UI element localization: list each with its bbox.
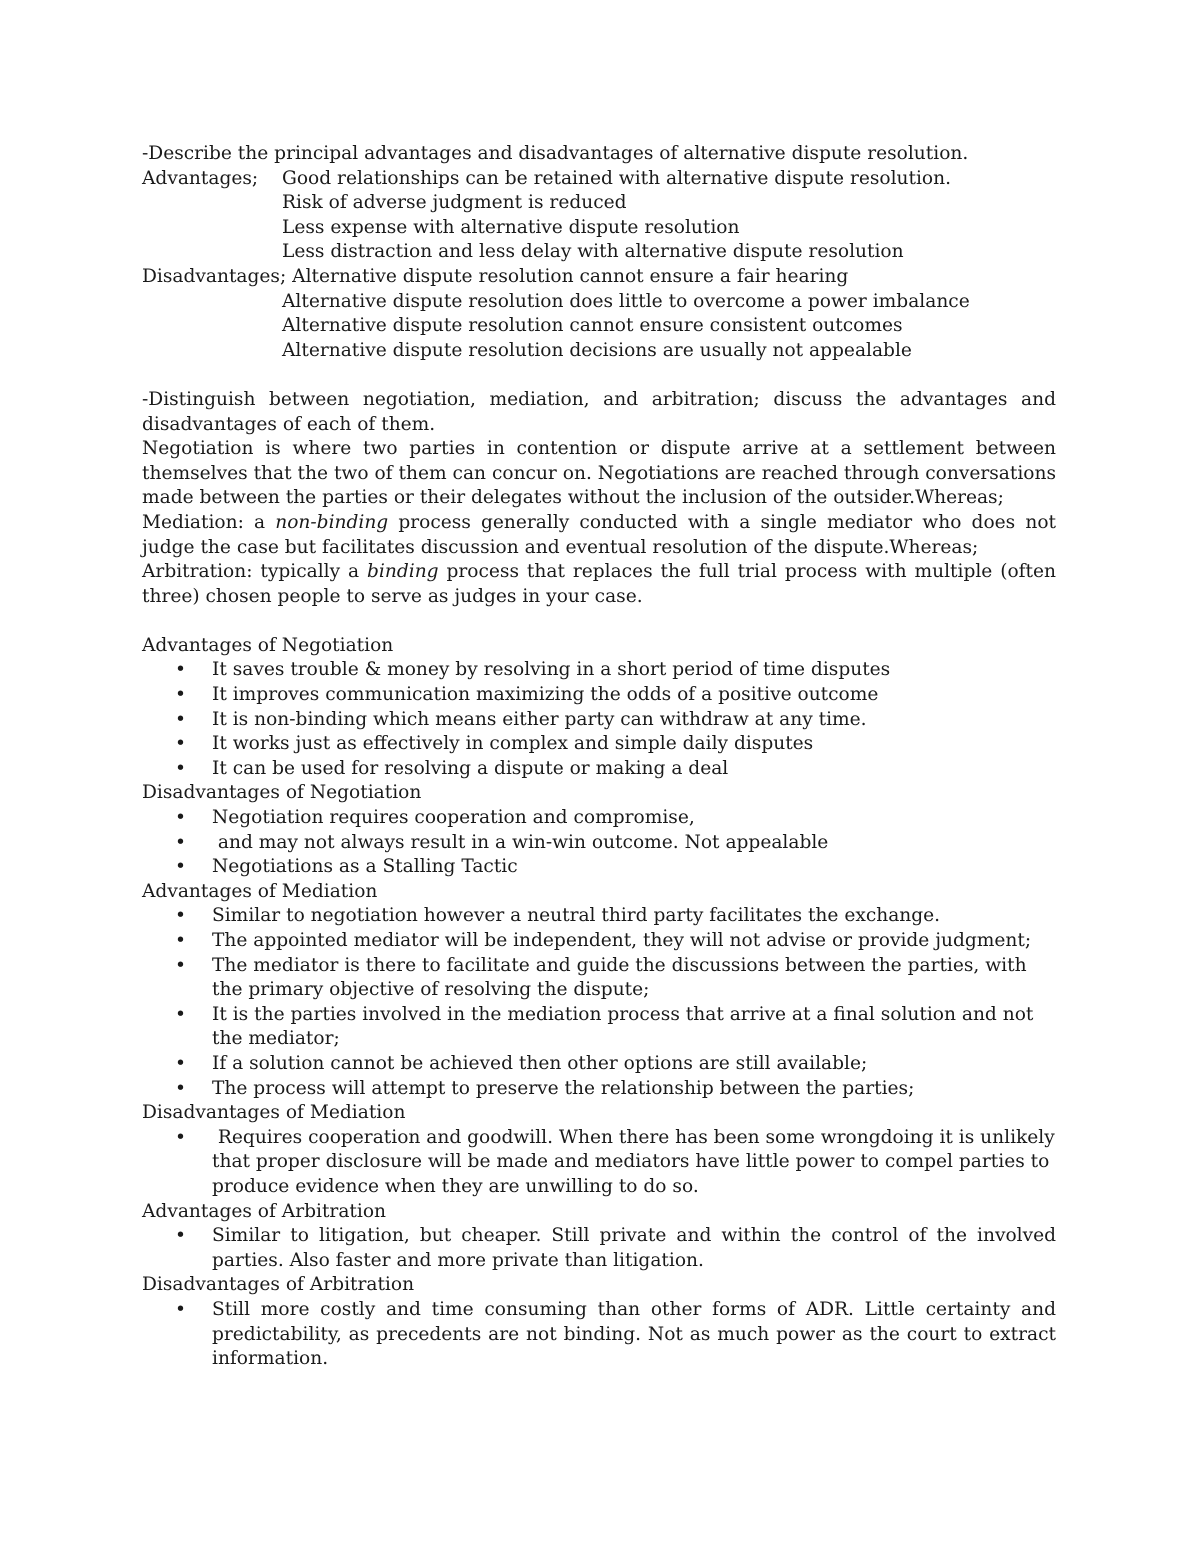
list-item: • It can be used for resolving a dispute or making a deal bbox=[142, 757, 1056, 782]
bullet-icon: • bbox=[175, 708, 186, 730]
advantage-item: Less distraction and less delay with alternative dispute resolution bbox=[282, 241, 904, 263]
bullet-icon: • bbox=[175, 1052, 186, 1074]
list-item: • The appointed mediator will be independent, they will not advise or provide judgment; bbox=[142, 929, 1056, 954]
spacer bbox=[142, 609, 1056, 634]
list-item: • It works just as effectively in complex and simple daily disputes bbox=[142, 732, 1056, 757]
advantages-mediation-list bbox=[142, 904, 1056, 1101]
list-item: • The process will attempt to preserve the relationship between the parties; bbox=[142, 1077, 1056, 1102]
section-title-advantages-arbitration: Advantages of Arbitration bbox=[142, 1200, 386, 1222]
advantages-negotiation-list bbox=[142, 658, 1056, 781]
list-item: • Negotiations as a Stalling Tactic bbox=[142, 855, 1056, 880]
disadvantage-item: Alternative dispute resolution cannot ensure a fair hearing bbox=[292, 265, 849, 287]
bullet-icon: • bbox=[175, 831, 186, 853]
arbitration-definition-end: process that replaces the full trial process with multiple (often three) chosen people to serve as judges in your case. bbox=[142, 561, 1056, 607]
bullet-icon: • bbox=[175, 1225, 186, 1247]
section-title-advantages-negotiation: Advantages of Negotiation bbox=[142, 634, 394, 656]
mediation-definition-start: Mediation: a bbox=[142, 511, 276, 533]
advantage-item: Risk of adverse judgment is reduced bbox=[282, 192, 627, 214]
section-title-disadvantages-negotiation: Disadvantages of Negotiation bbox=[142, 782, 422, 804]
list-item: • Similar to litigation, but cheaper. Still private and within the control of the involved parties. Also faster and more private than litigation. bbox=[175, 1225, 1056, 1271]
list-item: • It saves trouble & money by resolving in a short period of time disputes bbox=[142, 658, 1056, 683]
bullet-icon: • bbox=[175, 757, 186, 779]
disadvantages-row-1 bbox=[142, 265, 1056, 290]
question-2-heading: -Distinguish between negotiation, mediation, and arbitration; discuss the advantages and disadvantages of each of them. bbox=[142, 388, 1056, 435]
list-item: • If a solution cannot be achieved then other options are still available; bbox=[142, 1052, 1056, 1077]
advantage-item: Less expense with alternative dispute resolution bbox=[282, 216, 740, 238]
disadvantages-label: Disadvantages; bbox=[142, 265, 287, 287]
mediation-definition-end: process generally conducted with a single mediator who does not judge the case but facilitates discussion and eventual resolution of the dispute.Whereas; bbox=[142, 511, 1056, 558]
advantage-item: Good relationships can be retained with alternative dispute resolution. bbox=[282, 167, 951, 189]
section-title-disadvantages-arbitration: Disadvantages of Arbitration bbox=[142, 1274, 415, 1296]
arbitration-definition-start: Arbitration: typically a bbox=[142, 561, 368, 583]
bullet-icon: • bbox=[175, 659, 186, 681]
disadvantages-arbitration-list bbox=[142, 1298, 1056, 1372]
list-item: • It is the parties involved in the mediation process that arrive at a final solution and not the mediator; bbox=[175, 1003, 1034, 1050]
advantages-row-1 bbox=[142, 167, 1056, 192]
question-1-heading: -Describe the principal advantages and disadvantages of alternative dispute resolution. bbox=[142, 143, 969, 164]
mediation-emphasis: non-binding bbox=[275, 511, 389, 533]
bullet-icon: • bbox=[175, 856, 186, 878]
disadvantage-item: Alternative dispute resolution does little to overcome a power imbalance bbox=[282, 290, 970, 312]
bullet-icon: • bbox=[175, 1077, 186, 1099]
list-item: • Negotiation requires cooperation and compromise, bbox=[142, 806, 1056, 831]
disadvantages-mediation-list bbox=[142, 1126, 1061, 1200]
advantages-arbitration-list bbox=[142, 1224, 1056, 1273]
bullet-icon: • bbox=[175, 684, 186, 706]
spacer bbox=[142, 363, 1056, 388]
list-item: • It is non-binding which means either party can withdraw at any time. bbox=[142, 708, 1056, 733]
bullet-icon: • bbox=[175, 1126, 186, 1148]
negotiation-definition: Negotiation is where two parties in contention or dispute arrive at a settlement between themselves that the two of them can concur on. Negotiations are reached through conversations made between the parties or their delegates without the inclusion of the outsider.Whereas; bbox=[142, 438, 1056, 509]
bullet-icon: • bbox=[175, 905, 186, 927]
mediation-definition bbox=[142, 511, 1056, 560]
document-body bbox=[142, 142, 1061, 1372]
arbitration-definition bbox=[142, 560, 1056, 609]
advantages-label: Advantages; bbox=[142, 167, 259, 189]
disadvantage-item: Alternative dispute resolution cannot ensure consistent outcomes bbox=[282, 315, 903, 337]
list-item: • The mediator is there to facilitate and guide the discussions between the parties, with the primary objective of resolving the dispute; bbox=[175, 954, 1027, 1001]
list-item: • Similar to negotiation however a neutral third party facilitates the exchange. bbox=[142, 904, 1056, 929]
bullet-icon: • bbox=[175, 807, 186, 829]
bullet-icon: • bbox=[175, 954, 186, 976]
list-item: • It improves communication maximizing the odds of a positive outcome bbox=[142, 683, 1056, 708]
section-title-advantages-mediation: Advantages of Mediation bbox=[142, 880, 378, 902]
section-title-disadvantages-mediation: Disadvantages of Mediation bbox=[142, 1102, 406, 1124]
list-item: • and may not always result in a win-win outcome. Not appealable bbox=[142, 831, 1056, 856]
list-item: • Requires cooperation and goodwill. When there has been some wrongdoing it is unlikely that proper disclosure will be made and mediators have little power to compel parties to produce evidence when they are unwilling to do so. bbox=[175, 1126, 1061, 1197]
bullet-icon: • bbox=[175, 1298, 186, 1320]
list-item: • Still more costly and time consuming than other forms of ADR. Little certainty and predictability, as precedents are not binding. Not as much power as the court to extract information. bbox=[175, 1298, 1056, 1370]
disadvantages-negotiation-list bbox=[142, 806, 1056, 880]
bullet-icon: • bbox=[175, 930, 186, 951]
arbitration-emphasis: binding bbox=[367, 561, 439, 583]
bullet-icon: • bbox=[175, 733, 186, 755]
disadvantage-item: Alternative dispute resolution decisions are usually not appealable bbox=[282, 339, 912, 361]
bullet-icon: • bbox=[175, 1003, 186, 1025]
